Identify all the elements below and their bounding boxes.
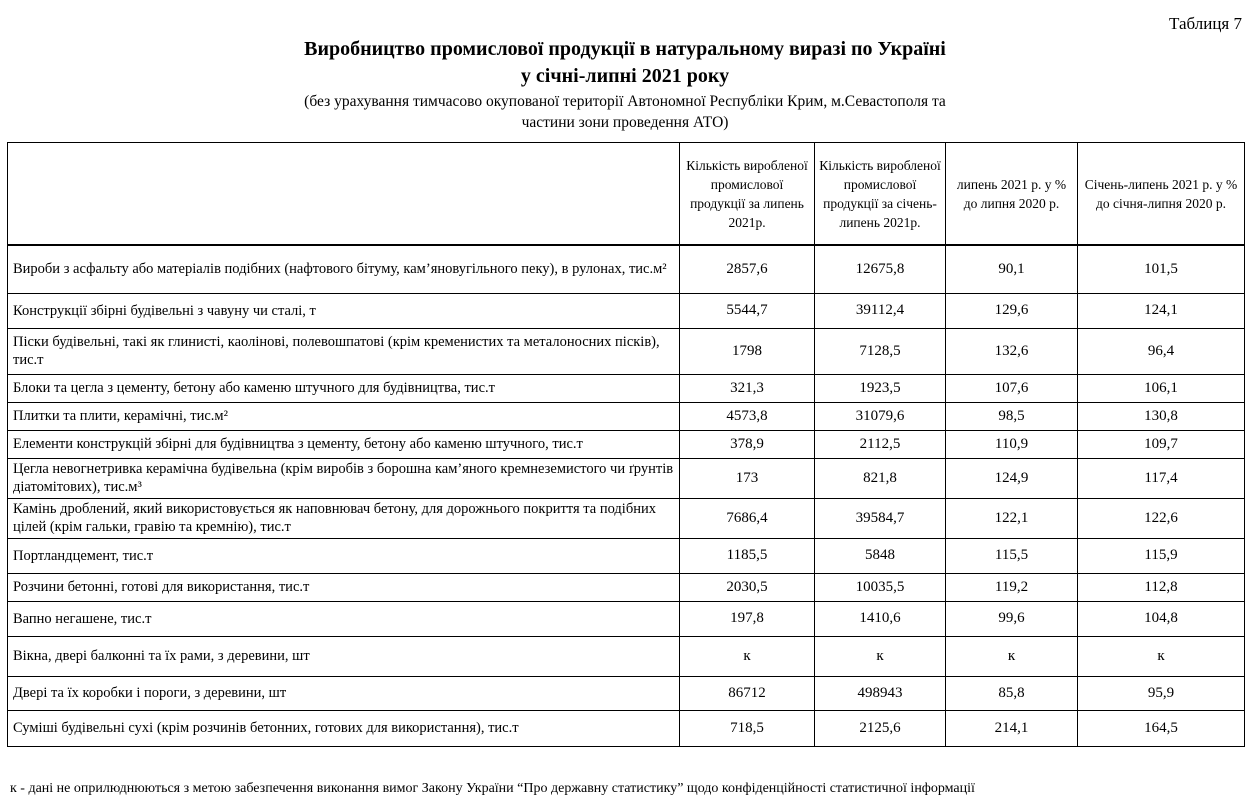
table-row <box>8 636 1245 676</box>
cell-product-name: Камінь дроблений, який використовується як наповнювач бетону, для дорожнього покриття та подібних цілей (крім гальки, гравію та кремнію), тис.т <box>8 498 680 538</box>
cell-jan-jul-quantity: 5848 <box>815 538 946 573</box>
cell-july-quantity: 2857,6 <box>680 245 815 293</box>
cell-jan-jul-quantity: 10035,5 <box>815 573 946 601</box>
cell-product-name: Вікна, двері балконні та їх рами, з деревини, шт <box>8 636 680 676</box>
cell-july-percent: 119,2 <box>946 573 1078 601</box>
table-row <box>8 374 1245 402</box>
cell-jan-jul-percent: 96,4 <box>1078 328 1245 374</box>
cell-jan-jul-percent: 112,8 <box>1078 573 1245 601</box>
table-body <box>8 245 1245 746</box>
table-header-row <box>8 143 1245 246</box>
cell-jan-jul-percent: 117,4 <box>1078 458 1245 498</box>
table-row <box>8 710 1245 746</box>
cell-jan-jul-percent: 106,1 <box>1078 374 1245 402</box>
cell-jan-jul-quantity: 39584,7 <box>815 498 946 538</box>
header-july-percent: липень 2021 р. у % до липня 2020 р. <box>946 143 1078 246</box>
header-jan-jul-percent: Січень-липень 2021 р. у % до січня-липня 2020 р. <box>1078 143 1245 246</box>
cell-jan-jul-percent: 122,6 <box>1078 498 1245 538</box>
cell-product-name: Вапно негашене, тис.т <box>8 601 680 636</box>
cell-jan-jul-quantity: 498943 <box>815 676 946 710</box>
subtitle-line-1: (без урахування тимчасово окупованої території Автономної Республіки Крим, м.Севастополя та <box>304 93 946 110</box>
cell-july-quantity: 173 <box>680 458 815 498</box>
table-row <box>8 293 1245 328</box>
cell-july-percent: 132,6 <box>946 328 1078 374</box>
cell-july-percent: 214,1 <box>946 710 1078 746</box>
table-row <box>8 458 1245 498</box>
cell-july-quantity: 86712 <box>680 676 815 710</box>
header-july-quantity: Кількість виробленої промислової продукції за липень 2021р. <box>680 143 815 246</box>
cell-jan-jul-quantity: 1923,5 <box>815 374 946 402</box>
document-title <box>0 36 1250 90</box>
footnote: к - дані не оприлюднюються з метою забезпечення виконання вимог Закону України “Про державну статистику” щодо конфіденційності статистичної інформації <box>10 781 975 796</box>
cell-product-name: Вироби з асфальту або матеріалів подібних (нафтового бітуму, кам’яновугільного пеку), в рулонах, тис.м² <box>8 245 680 293</box>
cell-july-quantity: 321,3 <box>680 374 815 402</box>
cell-jan-jul-percent: 101,5 <box>1078 245 1245 293</box>
production-table <box>7 142 1245 747</box>
cell-jan-jul-percent: 115,9 <box>1078 538 1245 573</box>
cell-product-name: Двері та їх коробки і пороги, з деревини, шт <box>8 676 680 710</box>
title-line-2: у січні-липні 2021 року <box>520 65 730 87</box>
cell-july-percent: 110,9 <box>946 430 1078 458</box>
cell-jan-jul-quantity: 7128,5 <box>815 328 946 374</box>
cell-july-percent: 85,8 <box>946 676 1078 710</box>
cell-july-quantity: к <box>680 636 815 676</box>
cell-july-percent: 98,5 <box>946 402 1078 430</box>
cell-product-name: Суміші будівельні сухі (крім розчинів бетонних, готових для використання), тис.т <box>8 710 680 746</box>
table-row <box>8 676 1245 710</box>
table-row <box>8 402 1245 430</box>
cell-jan-jul-percent: 109,7 <box>1078 430 1245 458</box>
cell-july-percent: 99,6 <box>946 601 1078 636</box>
cell-jan-jul-quantity: к <box>815 636 946 676</box>
table-row <box>8 498 1245 538</box>
cell-jan-jul-quantity: 2112,5 <box>815 430 946 458</box>
cell-jan-jul-percent: 124,1 <box>1078 293 1245 328</box>
cell-july-quantity: 378,9 <box>680 430 815 458</box>
cell-july-percent: 122,1 <box>946 498 1078 538</box>
cell-july-percent: 129,6 <box>946 293 1078 328</box>
cell-july-quantity: 1185,5 <box>680 538 815 573</box>
document-subtitle <box>0 91 1250 133</box>
cell-product-name: Піски будівельні, такі як глинисті, каолінові, полевошпатові (крім кременистих та металоносних пісків), тис.т <box>8 328 680 374</box>
table-row <box>8 601 1245 636</box>
cell-product-name: Портландцемент, тис.т <box>8 538 680 573</box>
cell-jan-jul-quantity: 31079,6 <box>815 402 946 430</box>
cell-jan-jul-quantity: 821,8 <box>815 458 946 498</box>
cell-july-quantity: 197,8 <box>680 601 815 636</box>
cell-jan-jul-quantity: 2125,6 <box>815 710 946 746</box>
cell-jan-jul-quantity: 39112,4 <box>815 293 946 328</box>
cell-july-percent: 107,6 <box>946 374 1078 402</box>
cell-product-name: Плитки та плити, керамічні, тис.м² <box>8 402 680 430</box>
cell-july-quantity: 1798 <box>680 328 815 374</box>
cell-july-quantity: 5544,7 <box>680 293 815 328</box>
cell-product-name: Блоки та цегла з цементу, бетону або каменю штучного для будівництва, тис.т <box>8 374 680 402</box>
cell-product-name: Цегла невогнетривка керамічна будівельна (крім виробів з борошна кам’яного кремнеземистого чи ґрунтів діатомітових), тис.м³ <box>8 458 680 498</box>
header-jan-jul-quantity: Кількість виробленої промислової продукції за січень-липень 2021р. <box>815 143 946 246</box>
cell-jan-jul-percent: 164,5 <box>1078 710 1245 746</box>
title-line-1: Виробництво промислової продукції в натуральному виразі по Україні <box>304 38 946 60</box>
cell-july-percent: к <box>946 636 1078 676</box>
cell-jan-jul-percent: 95,9 <box>1078 676 1245 710</box>
cell-jan-jul-quantity: 1410,6 <box>815 601 946 636</box>
cell-jan-jul-percent: 104,8 <box>1078 601 1245 636</box>
cell-product-name: Елементи конструкцій збірні для будівництва з цементу, бетону або каменю штучного, тис.т <box>8 430 680 458</box>
cell-july-quantity: 4573,8 <box>680 402 815 430</box>
table-row <box>8 245 1245 293</box>
table-row <box>8 430 1245 458</box>
table-row <box>8 538 1245 573</box>
cell-jan-jul-percent: к <box>1078 636 1245 676</box>
cell-july-percent: 115,5 <box>946 538 1078 573</box>
table-row <box>8 573 1245 601</box>
table-row <box>8 328 1245 374</box>
cell-july-percent: 124,9 <box>946 458 1078 498</box>
subtitle-line-2: частини зони проведення АТО) <box>521 114 729 131</box>
cell-product-name: Конструкції збірні будівельні з чавуну чи сталі, т <box>8 293 680 328</box>
cell-july-quantity: 2030,5 <box>680 573 815 601</box>
cell-jan-jul-quantity: 12675,8 <box>815 245 946 293</box>
cell-july-quantity: 718,5 <box>680 710 815 746</box>
header-product <box>8 143 680 246</box>
cell-july-quantity: 7686,4 <box>680 498 815 538</box>
cell-july-percent: 90,1 <box>946 245 1078 293</box>
table-number: Таблиця 7 <box>1169 14 1242 33</box>
cell-product-name: Розчини бетонні, готові для використання, тис.т <box>8 573 680 601</box>
cell-jan-jul-percent: 130,8 <box>1078 402 1245 430</box>
